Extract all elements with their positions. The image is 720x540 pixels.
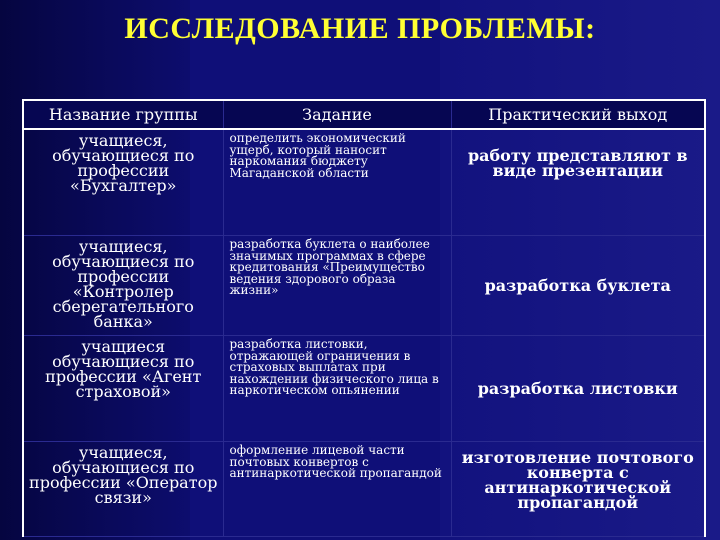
task-cell: разработка буклета о наиболее значимых программах в сфере кредитования «Преимущество ведения здорового образа жизни»	[223, 236, 451, 336]
output-cell: изготовление почтового конверта с антинаркотической пропагандой	[451, 442, 705, 537]
task-cell: оформление лицевой части почтовых конвертов с антинаркотической пропагандой	[223, 442, 451, 537]
table-row	[23, 442, 705, 537]
research-table	[22, 99, 706, 537]
table-row	[23, 236, 705, 336]
table-header-row	[23, 100, 705, 129]
group-cell: учащиеся, обучающиеся по профессии «Бухгалтер»	[23, 129, 223, 236]
output-cell: работу представляют в виде презентации	[451, 129, 705, 236]
header-task: Задание	[223, 100, 451, 129]
table-row	[23, 336, 705, 442]
header-practical-output: Практический выход	[451, 100, 705, 129]
task-cell: определить экономический ущерб, который наносит наркомания бюджету Магаданской области	[223, 129, 451, 236]
group-cell: учащиеся обучающиеся по профессии «Агент страховой»	[23, 336, 223, 442]
output-cell: разработка буклета	[451, 236, 705, 336]
task-cell: разработка листовки, отражающей ограничения в страховых выплатах при нахождении физического лица в наркотическом опьянении	[223, 336, 451, 442]
group-cell: учащиеся, обучающиеся по профессии «Оператор связи»	[23, 442, 223, 537]
table-row	[23, 129, 705, 236]
group-cell: учащиеся, обучающиеся по профессии «Контролер сберегательного банка»	[23, 236, 223, 336]
header-group-name: Название группы	[23, 100, 223, 129]
output-cell: разработка листовки	[451, 336, 705, 442]
slide-title: ИССЛЕДОВАНИЕ ПРОБЛЕМЫ:	[124, 12, 596, 45]
